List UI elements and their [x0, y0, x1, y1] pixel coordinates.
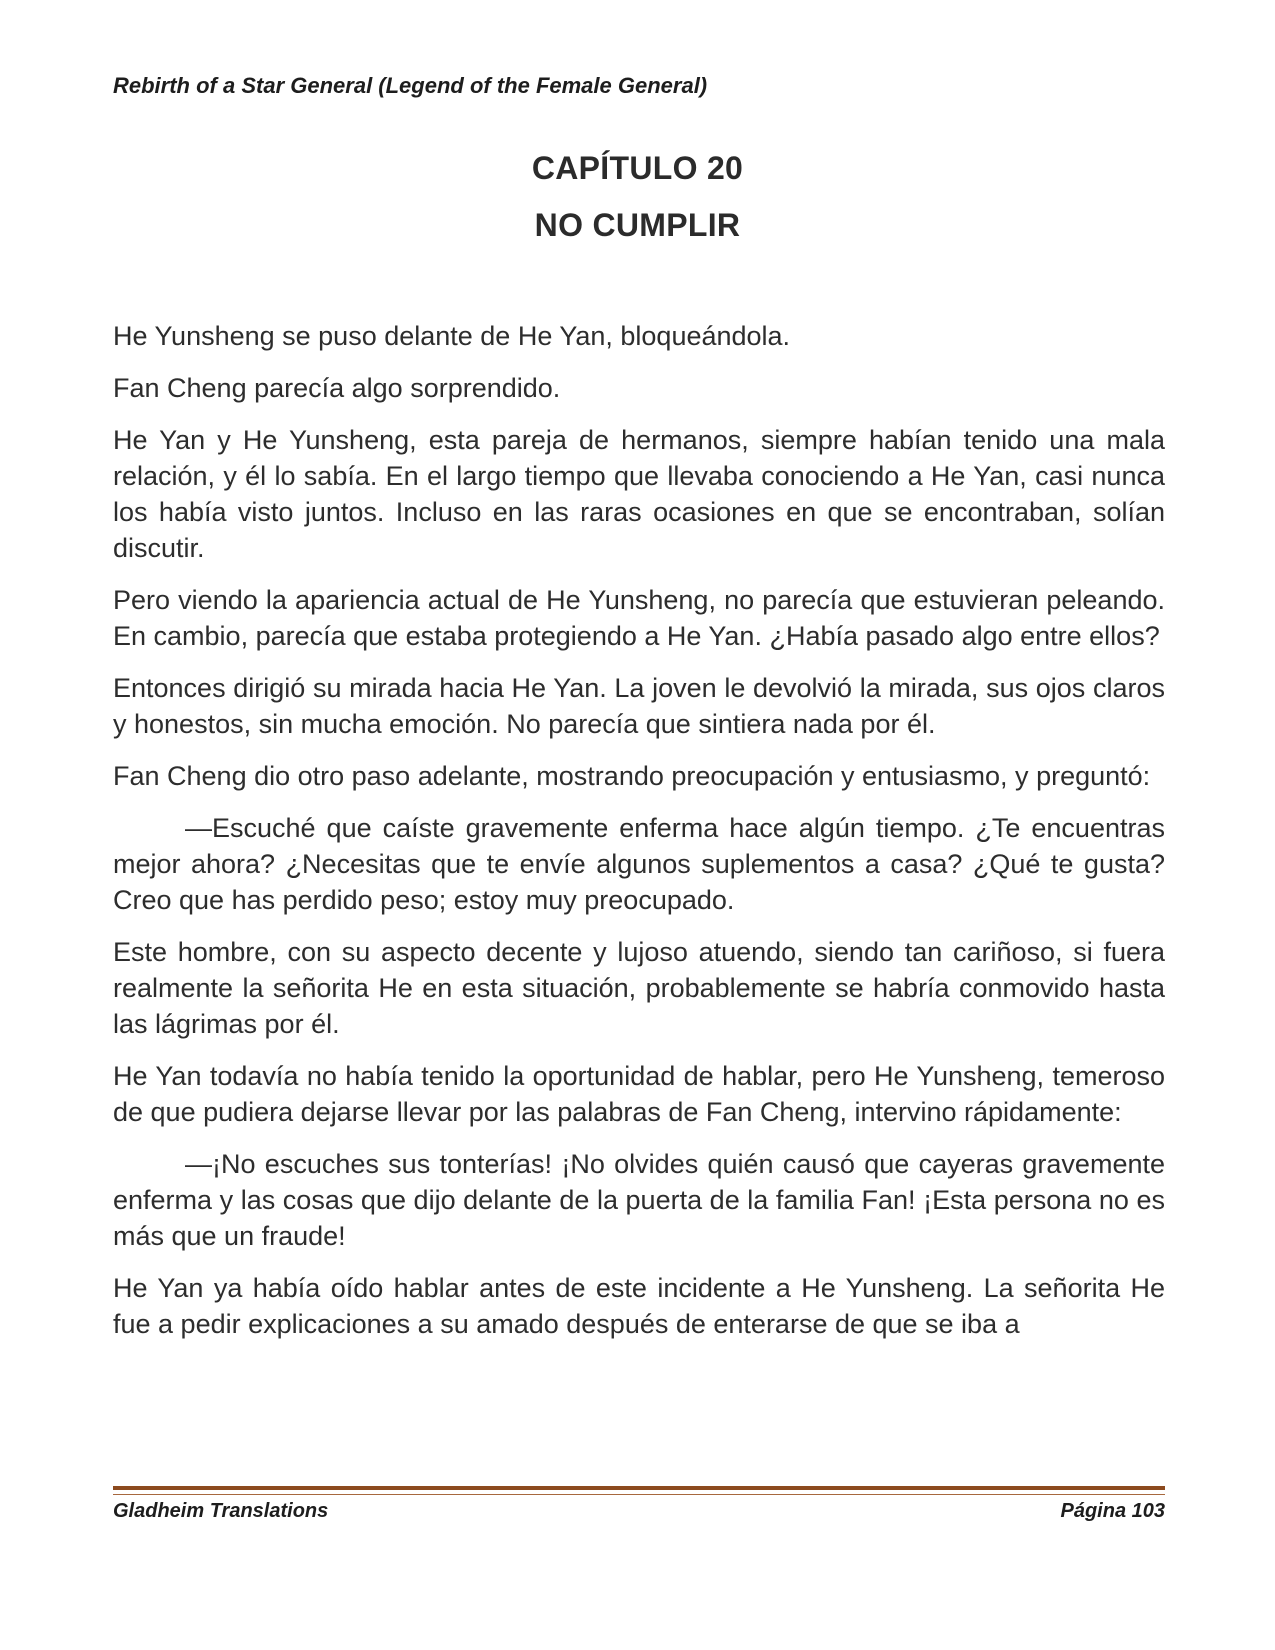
- footer-page-number: Página 103: [1060, 1500, 1165, 1522]
- paragraph: Pero viendo la apariencia actual de He Yunsheng, no parecía que estuvieran peleando. En cambio, parecía que estaba protegiendo a He Yan. ¿Había pasado algo entre ellos?: [113, 585, 1165, 651]
- paragraph: Entonces dirigió su mirada hacia He Yan. La joven le devolvió la mirada, sus ojos claros y honestos, sin mucha emoción. No parecía que sintiera nada por él.: [113, 673, 1165, 739]
- paragraph: Fan Cheng parecía algo sorprendido.: [113, 373, 561, 403]
- paragraph: Fan Cheng dio otro paso adelante, mostrando preocupación y entusiasmo, y preguntó:: [113, 761, 1151, 791]
- paragraph: He Yan ya había oído hablar antes de este incidente a He Yunsheng. La señorita He fue a pedir explicaciones a su amado después de enterarse de que se iba a: [113, 1273, 1165, 1339]
- footer-publisher: Gladheim Translations: [113, 1500, 329, 1522]
- paragraph: Este hombre, con su aspecto decente y lujoso atuendo, siendo tan cariñoso, si fuera realmente la señorita He en esta situación, probablemente se habría conmovido hasta las lágrimas por él.: [113, 937, 1165, 1039]
- paragraph: He Yan todavía no había tenido la oportunidad de hablar, pero He Yunsheng, temeroso de que pudiera dejarse llevar por las palabras de Fan Cheng, intervino rápidamente:: [113, 1061, 1165, 1127]
- footer-divider-thin: [113, 1494, 1165, 1495]
- running-header: Rebirth of a Star General (Legend of the Female General): [113, 73, 708, 98]
- dialogue-paragraph: —Escuché que caíste gravemente enferma hace algún tiempo. ¿Te encuentras mejor ahora? ¿Necesitas que te envíe algunos suplementos a casa? ¿Qué te gusta? Creo que has perdido peso; estoy muy preocupado.: [113, 813, 1165, 915]
- chapter-title: NO CUMPLIR: [534, 207, 741, 243]
- footer-divider: [113, 1486, 1165, 1490]
- paragraph: He Yunsheng se puso delante de He Yan, bloqueándola.: [113, 321, 791, 351]
- dialogue-paragraph: —¡No escuches sus tonterías! ¡No olvides quién causó que cayeras gravemente enferma y las cosas que dijo delante de la puerta de la familia Fan! ¡Esta persona no es más que un fraude!: [113, 1149, 1165, 1251]
- chapter-number: CAPÍTULO 20: [531, 150, 744, 186]
- chapter-body: [113, 318, 1165, 1358]
- paragraph: He Yan y He Yunsheng, esta pareja de hermanos, siempre habían tenido una mala relación, y él lo sabía. En el largo tiempo que llevaba conociendo a He Yan, casi nunca los había visto juntos. Incluso en las raras ocasiones en que se encontraban, solían discutir.: [113, 425, 1165, 563]
